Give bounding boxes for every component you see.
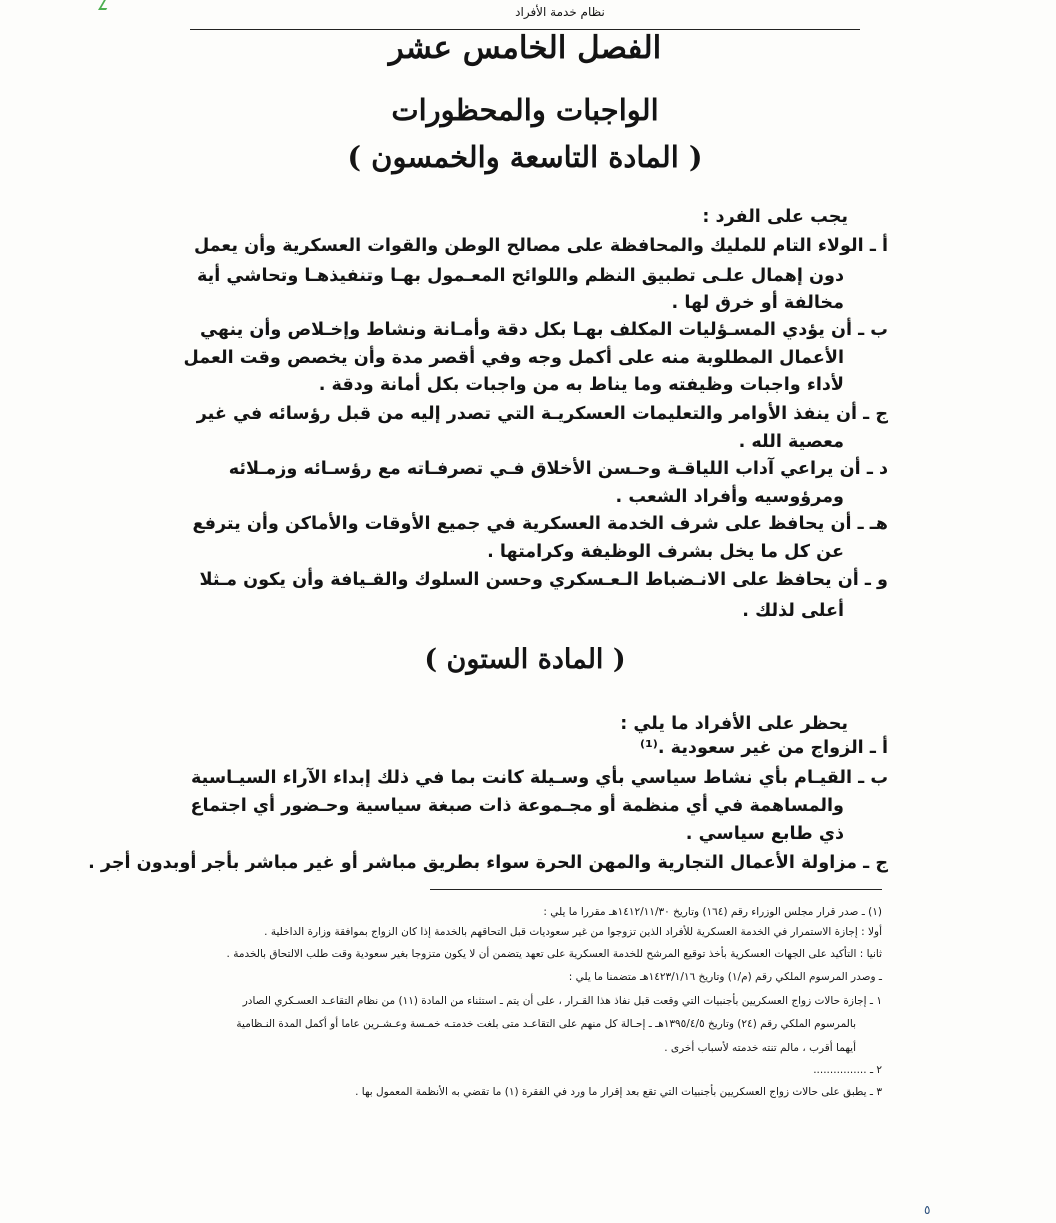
footnote-line: أولا : إجازة الاستمرار في الخدمة العسكرية للأفراد الذين تزوجوا من غير سعوديات قبل التحاقهم بالخدمة إذا كان الزواج بموافقة وزارة الداخلية .: [264, 926, 882, 938]
article-59-title: ( المادة التاسعة والخمسون ): [347, 140, 703, 174]
article-59-line: ومرؤوسيه وأفراد الشعب .: [615, 487, 844, 507]
footnote-line: ـ وصدر المرسوم الملكي رقم (م/١) وتاريخ ١٤٢٣/١/١٦هـ متضمنا ما يلي :: [568, 971, 882, 983]
article-59-line: د ـ أن يراعي آداب اللياقـة وحـسن الأخلاق فـي تصرفـاته مع رؤسـائه وزمـلائه: [228, 459, 888, 479]
article-60-title: ( المادة الستون ): [424, 644, 626, 675]
running-header: نظام خدمة الأفراد: [515, 5, 605, 19]
article-59-line: معصية الله .: [738, 432, 844, 452]
article-59-line: أ ـ الولاء التام للمليك والمحافظة على مصالح الوطن والقوات العسكرية وأن يعمل: [193, 236, 888, 256]
footnote-line: ١ ـ إجازة حالات زواج العسكريين بأجنبيات التي وقعت قبل نفاذ هذا القـرار ، على أن يتم ـ استثناء من المادة (١١) من نظام التقاعـد العسـكري الصادر: [242, 995, 882, 1007]
footnote-line: ثانيا : التأكيد على الجهات العسكرية بأخذ توقيع المرشح للخدمة العسكرية على تعهد يتضمن أن لا يكون متزوجا بغير سعودية وقت طلب الالتحاق بالخدمة .: [226, 948, 882, 960]
article-59-line: ج ـ أن ينفذ الأوامر والتعليمات العسكريـة التي تصدر إليه من قبل رؤسائه في غير: [196, 404, 888, 424]
footnote-rule: [430, 889, 882, 890]
article-59-line: الأعمال المطلوبة منه على أكمل وجه وفي أقصر مدة وأن يخصص وقت العمل: [183, 348, 844, 368]
article-59-intro: يجب على الفرد :: [702, 207, 848, 227]
article-60-line: ب ـ القيـام بأي نشاط سياسي بأي وسـيلة كانت بما في ذلك إبداء الآراء السيـاسية: [191, 768, 888, 788]
page-number: ٥: [924, 1203, 931, 1217]
article-59-line: أعلى لذلك .: [742, 601, 844, 621]
article-60-intro: يحظر على الأفراد ما يلي :: [620, 714, 848, 734]
article-60-line: ج ـ مزاولة الأعمال التجارية والمهن الحرة سواء بطريق مباشر أو غير مباشر بأجر أوبدون أجر .: [88, 853, 888, 873]
chapter-title: الفصل الخامس عشر: [388, 30, 662, 66]
corner-mark: [98, 0, 112, 10]
article-59-line: هـ ـ أن يحافظ على شرف الخدمة العسكرية في جميع الأوقات والأماكن وأن يترفع: [192, 514, 888, 534]
article-60-line: ذي طابع سياسي .: [685, 824, 844, 844]
footnote-line: بالمرسوم الملكي رقم (٢٤) وتاريخ ١٣٩٥/٤/٥هـ ـ إحـالة كل منهم على التقاعـد متى بلغت خدمتـه خمـسة وعـشـرين عاما أو أكمل المدة النـظامية: [236, 1018, 856, 1030]
article-59-line: دون إهمال علـى تطبيق النظم واللوائح المعـمول بهـا وتنفيذهـا وتحاشي أية: [196, 266, 844, 286]
article-59-line: عن كل ما يخل بشرف الوظيفة وكرامتها .: [487, 542, 844, 562]
footnote-line: أيهما أقرب ، مالم تنته خدمته لأسباب أخرى .: [664, 1042, 856, 1054]
footnote-line: ٣ ـ يطبق على حالات زواج العسكريين بأجنبيات التي تقع بعد إقرار ما ورد في الفقرة (١) ما تقضي به الأنظمة المعمول بها .: [355, 1086, 882, 1098]
chapter-subtitle: الواجبات والمحظورات: [391, 93, 659, 127]
article-59-line: مخالفة أو خرق لها .: [671, 293, 844, 313]
article-59-line: و ـ أن يحافظ على الانـضباط الـعـسكري وحسن السلوك والقـيافة وأن يكون مـثلا: [199, 570, 888, 590]
article-59-line: لأداء واجبات وظيفته وما يناط به من واجبات بكل أمانة ودقة .: [318, 375, 844, 395]
footnote-line: ٢ ـ ................: [813, 1064, 882, 1076]
article-60-line: أ ـ الزواج من غير سعودية .⁽¹⁾: [639, 738, 888, 758]
footnote-line: (١) ـ صدر قرار مجلس الوزراء رقم (١٦٤) وتاريخ ١٤١٢/١١/٣٠هـ مقررا ما يلي :: [543, 906, 882, 918]
article-59-line: ب ـ أن يؤدي المسـؤليات المكلف بهـا بكل دقة وأمـانة ونشاط وإخـلاص وأن ينهي: [200, 320, 888, 340]
article-60-line: والمساهمة في أي منظمة أو مجـموعة ذات صبغة سياسية وحـضور أي اجتماع: [190, 796, 844, 816]
